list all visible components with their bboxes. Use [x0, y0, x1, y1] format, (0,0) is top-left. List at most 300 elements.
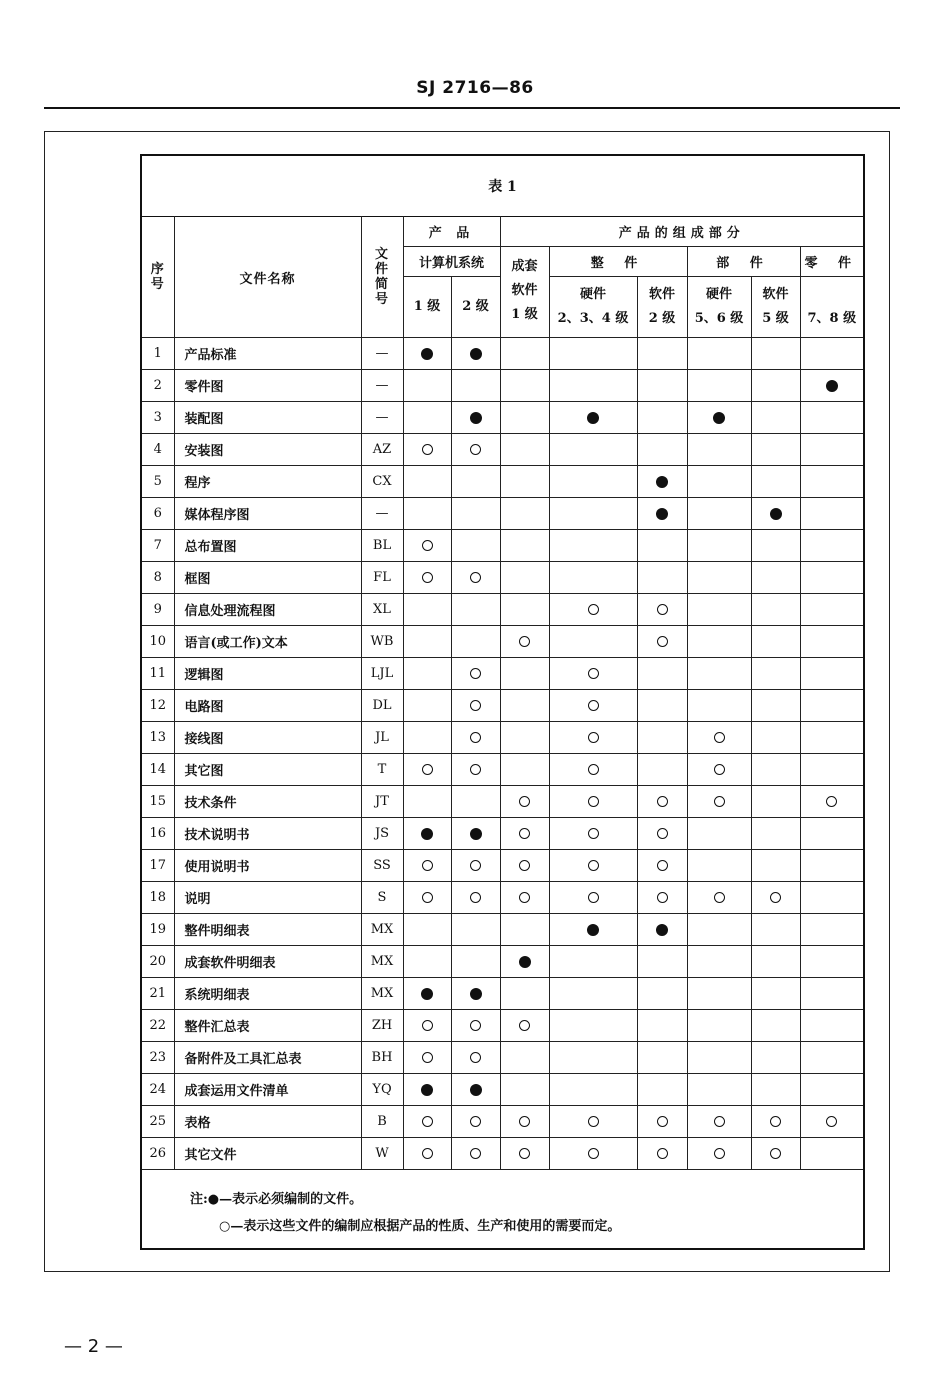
table-caption: 表 1 [488, 179, 517, 195]
page-number: — 2 — [64, 1336, 123, 1357]
mark-cell [687, 914, 751, 946]
mark-cell [687, 370, 751, 402]
file-name: 信息处理流程图 [174, 594, 361, 626]
mark-cell [549, 754, 637, 786]
mark-cell [549, 946, 637, 978]
mark-cell [451, 946, 500, 978]
mark-cell [500, 338, 549, 370]
filled-circle-icon [770, 508, 782, 520]
filled-circle-icon [470, 988, 482, 1000]
file-name: 逻辑图 [174, 658, 361, 690]
mark-cell [500, 658, 549, 690]
mark-cell [751, 1138, 800, 1170]
mark-cell [403, 722, 451, 754]
hollow-circle-icon [826, 1116, 837, 1127]
hollow-circle-icon [657, 1148, 668, 1159]
row-number: 4 [142, 434, 174, 466]
document-code-header: SJ 2716—86 [416, 78, 534, 98]
hollow-circle-icon [588, 892, 599, 903]
mark-cell [637, 1074, 687, 1106]
mark-cell [549, 818, 637, 850]
filled-circle-icon [421, 828, 433, 840]
file-name: 技术说明书 [174, 818, 361, 850]
file-name: 其它图 [174, 754, 361, 786]
component-level-header: 7、8 级 [800, 277, 863, 338]
mark-cell [500, 1042, 549, 1074]
mark-cell [549, 1010, 637, 1042]
row-number: 8 [142, 562, 174, 594]
mark-cell [403, 978, 451, 1010]
hollow-circle-icon [588, 1116, 599, 1127]
hollow-circle-icon [657, 828, 668, 839]
file-abbreviation: BL [361, 530, 403, 562]
mark-cell [451, 466, 500, 498]
mark-cell [800, 1042, 863, 1074]
mark-cell [687, 818, 751, 850]
file-name: 备附件及工具汇总表 [174, 1042, 361, 1074]
hollow-circle-icon [422, 860, 433, 871]
file-abbreviation: LJL [361, 658, 403, 690]
col-seq-header: 序号 [142, 217, 174, 338]
file-name: 产品标准 [174, 338, 361, 370]
hollow-circle-icon [422, 444, 433, 455]
mark-cell [549, 722, 637, 754]
mark-cell [637, 530, 687, 562]
mark-cell [500, 850, 549, 882]
table-row [142, 530, 863, 562]
mark-cell [500, 818, 549, 850]
hollow-circle-icon [714, 796, 725, 807]
hollow-circle-icon [657, 860, 668, 871]
mark-cell [637, 1138, 687, 1170]
hollow-circle-icon [657, 1116, 668, 1127]
mark-cell [751, 946, 800, 978]
mark-cell [500, 882, 549, 914]
mark-cell [500, 946, 549, 978]
mark-cell [500, 1138, 549, 1170]
mark-cell [500, 786, 549, 818]
mark-cell [751, 658, 800, 690]
computer-system-header: 计算机系统 [403, 247, 500, 277]
mark-cell [637, 626, 687, 658]
mark-cell [687, 1138, 751, 1170]
part-unit-header: 部 件 [687, 247, 800, 277]
hollow-circle-icon [714, 1148, 725, 1159]
mark-cell [549, 338, 637, 370]
mark-cell [687, 978, 751, 1010]
file-abbreviation: T [361, 754, 403, 786]
hollow-circle-icon [588, 764, 599, 775]
hollow-circle-icon [519, 796, 530, 807]
table-row [142, 882, 863, 914]
mark-cell [451, 754, 500, 786]
filled-circle-icon [587, 924, 599, 936]
file-abbreviation: MX [361, 946, 403, 978]
hollow-circle-icon [470, 1148, 481, 1159]
mark-cell [800, 754, 863, 786]
mark-cell [500, 754, 549, 786]
mark-cell [800, 1106, 863, 1138]
table-row [142, 818, 863, 850]
row-number: 26 [142, 1138, 174, 1170]
hollow-circle-icon [470, 1020, 481, 1031]
file-name: 说明 [174, 882, 361, 914]
hollow-circle-icon [588, 828, 599, 839]
file-abbreviation: DL [361, 690, 403, 722]
mark-cell [549, 466, 637, 498]
table-row [142, 370, 863, 402]
mark-cell [637, 882, 687, 914]
hollow-circle-icon [470, 444, 481, 455]
hollow-circle-icon [657, 892, 668, 903]
filled-circle-icon [421, 348, 433, 360]
mark-cell [751, 786, 800, 818]
mark-cell [500, 498, 549, 530]
mark-cell [800, 914, 863, 946]
hollow-circle-icon [422, 892, 433, 903]
mark-cell [403, 1074, 451, 1106]
file-abbreviation: ZH [361, 1010, 403, 1042]
mark-cell [800, 594, 863, 626]
hollow-circle-icon [470, 732, 481, 743]
mark-cell [451, 626, 500, 658]
table-row [142, 498, 863, 530]
filled-circle-icon [470, 348, 482, 360]
mark-cell [451, 434, 500, 466]
row-number: 3 [142, 402, 174, 434]
row-number: 24 [142, 1074, 174, 1106]
row-number: 16 [142, 818, 174, 850]
table-row [142, 1042, 863, 1074]
hollow-circle-icon [588, 732, 599, 743]
hollow-circle-icon [519, 1020, 530, 1031]
mark-cell [500, 562, 549, 594]
note-required: 注:●—表示必须编制的文件。 [190, 1192, 363, 1207]
hollow-circle-icon [588, 1148, 599, 1159]
mark-cell [687, 786, 751, 818]
mark-cell [751, 562, 800, 594]
hollow-circle-icon [714, 764, 725, 775]
product-group-header: 产 品 [403, 217, 500, 247]
mark-cell [500, 530, 549, 562]
mark-cell [451, 402, 500, 434]
mark-cell [451, 850, 500, 882]
filled-circle-icon [470, 412, 482, 424]
filled-circle-icon [713, 412, 725, 424]
table-row [142, 1106, 863, 1138]
mark-cell [687, 434, 751, 466]
mark-cell [637, 946, 687, 978]
mark-cell [403, 946, 451, 978]
mark-cell [403, 466, 451, 498]
mark-cell [500, 402, 549, 434]
filled-circle-icon [587, 412, 599, 424]
file-name: 语言(或工作)文本 [174, 626, 361, 658]
hollow-circle-icon [588, 700, 599, 711]
col-name-header: 文件名称 [174, 217, 361, 338]
mark-cell [751, 882, 800, 914]
row-number: 6 [142, 498, 174, 530]
filled-circle-icon [470, 1084, 482, 1096]
mark-cell [751, 466, 800, 498]
mark-cell [751, 1106, 800, 1138]
row-number: 2 [142, 370, 174, 402]
mark-cell [403, 658, 451, 690]
file-name: 程序 [174, 466, 361, 498]
file-abbreviation: — [361, 338, 403, 370]
mark-cell [637, 914, 687, 946]
row-number: 20 [142, 946, 174, 978]
file-abbreviation: JT [361, 786, 403, 818]
mark-cell [751, 914, 800, 946]
mark-cell [549, 370, 637, 402]
mark-cell [549, 690, 637, 722]
mark-cell [637, 786, 687, 818]
mark-cell [451, 658, 500, 690]
file-abbreviation: WB [361, 626, 403, 658]
mark-cell [637, 402, 687, 434]
table-row [142, 434, 863, 466]
table-row [142, 1010, 863, 1042]
file-name: 零件图 [174, 370, 361, 402]
mark-cell [549, 786, 637, 818]
row-number: 17 [142, 850, 174, 882]
mark-cell [403, 1106, 451, 1138]
mark-cell [549, 914, 637, 946]
hollow-circle-icon [588, 860, 599, 871]
mark-cell [549, 562, 637, 594]
file-abbreviation: BH [361, 1042, 403, 1074]
hollow-circle-icon [588, 604, 599, 615]
mark-cell [549, 402, 637, 434]
mark-cell [451, 498, 500, 530]
hollow-circle-icon [422, 572, 433, 583]
mark-cell [687, 1042, 751, 1074]
mark-cell [687, 1074, 751, 1106]
table-row [142, 978, 863, 1010]
mark-cell [500, 626, 549, 658]
file-abbreviation: CX [361, 466, 403, 498]
file-name: 整件明细表 [174, 914, 361, 946]
mark-cell [751, 722, 800, 754]
mark-cell [687, 338, 751, 370]
mark-cell [637, 978, 687, 1010]
mark-cell [751, 498, 800, 530]
mark-cell [751, 850, 800, 882]
component-header: 零 件 [800, 247, 863, 277]
mark-cell [403, 626, 451, 658]
row-number: 14 [142, 754, 174, 786]
mark-cell [687, 946, 751, 978]
table-row [142, 946, 863, 978]
mark-cell [637, 1106, 687, 1138]
file-abbreviation: — [361, 498, 403, 530]
mark-cell [451, 722, 500, 754]
complete-unit-header: 整 件 [549, 247, 687, 277]
file-name: 总布置图 [174, 530, 361, 562]
mark-cell [800, 658, 863, 690]
hollow-circle-icon [422, 540, 433, 551]
file-abbreviation: FL [361, 562, 403, 594]
mark-cell [687, 690, 751, 722]
file-name: 装配图 [174, 402, 361, 434]
mark-cell [800, 626, 863, 658]
table-row [142, 562, 863, 594]
file-abbreviation: — [361, 402, 403, 434]
mark-cell [451, 594, 500, 626]
hollow-circle-icon [519, 636, 530, 647]
hollow-circle-icon [714, 1116, 725, 1127]
mark-cell [687, 402, 751, 434]
mark-cell [500, 978, 549, 1010]
mark-cell [500, 1074, 549, 1106]
mark-cell [549, 658, 637, 690]
mark-cell [637, 594, 687, 626]
hollow-circle-icon [714, 732, 725, 743]
mark-cell [451, 818, 500, 850]
mark-cell [451, 1010, 500, 1042]
mark-cell [800, 850, 863, 882]
row-number: 5 [142, 466, 174, 498]
mark-cell [687, 754, 751, 786]
mark-cell [637, 562, 687, 594]
hollow-circle-icon [470, 764, 481, 775]
mark-cell [751, 978, 800, 1010]
table-row [142, 722, 863, 754]
mark-cell [800, 1074, 863, 1106]
composition-group-header: 产品的组成部分 [500, 217, 863, 247]
mark-cell [403, 1042, 451, 1074]
mark-cell [549, 626, 637, 658]
mark-cell [800, 562, 863, 594]
mark-cell [549, 434, 637, 466]
mark-cell [751, 690, 800, 722]
mark-cell [800, 882, 863, 914]
hollow-circle-icon [470, 668, 481, 679]
mark-cell [637, 658, 687, 690]
mark-cell [687, 1010, 751, 1042]
level-1-header: 1 级 [403, 277, 451, 338]
mark-cell [403, 754, 451, 786]
mark-cell [800, 530, 863, 562]
mark-cell [451, 1106, 500, 1138]
mark-cell [403, 498, 451, 530]
table-row [142, 594, 863, 626]
mark-cell [751, 402, 800, 434]
mark-cell [751, 338, 800, 370]
file-abbreviation: JS [361, 818, 403, 850]
file-name: 框图 [174, 562, 361, 594]
mark-cell [500, 466, 549, 498]
hollow-circle-icon [422, 1148, 433, 1159]
hollow-circle-icon [470, 1116, 481, 1127]
file-name: 系统明细表 [174, 978, 361, 1010]
file-abbreviation: YQ [361, 1074, 403, 1106]
hollow-circle-icon [422, 1052, 433, 1063]
file-abbreviation: JL [361, 722, 403, 754]
mark-cell [451, 914, 500, 946]
part-hardware-header: 硬件 5、6 级 [687, 277, 751, 338]
mark-cell [800, 434, 863, 466]
row-number: 1 [142, 338, 174, 370]
mark-cell [403, 850, 451, 882]
mark-cell [500, 722, 549, 754]
table-notes [190, 1186, 620, 1240]
mark-cell [751, 1074, 800, 1106]
hollow-circle-icon [519, 828, 530, 839]
file-name: 整件汇总表 [174, 1010, 361, 1042]
mark-cell [451, 370, 500, 402]
mark-cell [800, 338, 863, 370]
mark-cell [637, 1010, 687, 1042]
mark-cell [637, 338, 687, 370]
mark-cell [403, 1010, 451, 1042]
mark-cell [687, 626, 751, 658]
mark-cell [800, 946, 863, 978]
mark-cell [637, 498, 687, 530]
table-row [142, 1138, 863, 1170]
file-name: 媒体程序图 [174, 498, 361, 530]
level-2-header: 2 级 [451, 277, 500, 338]
filled-circle-icon [519, 956, 531, 968]
row-number: 19 [142, 914, 174, 946]
mark-cell [800, 402, 863, 434]
mark-cell [403, 338, 451, 370]
mark-cell [403, 818, 451, 850]
mark-cell [751, 434, 800, 466]
hollow-circle-icon [422, 1116, 433, 1127]
row-number: 25 [142, 1106, 174, 1138]
filled-circle-icon [470, 828, 482, 840]
table-row [142, 786, 863, 818]
file-abbreviation: — [361, 370, 403, 402]
row-number: 23 [142, 1042, 174, 1074]
mark-cell [500, 434, 549, 466]
file-name: 电路图 [174, 690, 361, 722]
hollow-circle-icon [470, 700, 481, 711]
mark-cell [403, 690, 451, 722]
filled-circle-icon [421, 1084, 433, 1096]
file-name: 其它文件 [174, 1138, 361, 1170]
mark-cell [637, 1042, 687, 1074]
mark-cell [403, 562, 451, 594]
file-name: 接线图 [174, 722, 361, 754]
mark-cell [800, 722, 863, 754]
mark-cell [451, 562, 500, 594]
mark-cell [500, 690, 549, 722]
mark-cell [751, 594, 800, 626]
set-software-header: 成套 软件 1 级 [500, 247, 549, 338]
mark-cell [403, 882, 451, 914]
mark-cell [687, 466, 751, 498]
table-container [140, 154, 865, 1250]
row-number: 7 [142, 530, 174, 562]
mark-cell [687, 594, 751, 626]
table-row [142, 626, 863, 658]
mark-cell [687, 562, 751, 594]
header-rule [44, 107, 900, 109]
mark-cell [451, 530, 500, 562]
table-row [142, 338, 863, 370]
mark-cell [637, 466, 687, 498]
mark-cell [751, 1042, 800, 1074]
note-optional: ○—表示这些文件的编制应根据产品的性质、生产和使用的需要而定。 [219, 1219, 621, 1234]
hollow-circle-icon [519, 892, 530, 903]
mark-cell [687, 498, 751, 530]
file-abbreviation: MX [361, 914, 403, 946]
file-abbreviation: MX [361, 978, 403, 1010]
row-number: 11 [142, 658, 174, 690]
